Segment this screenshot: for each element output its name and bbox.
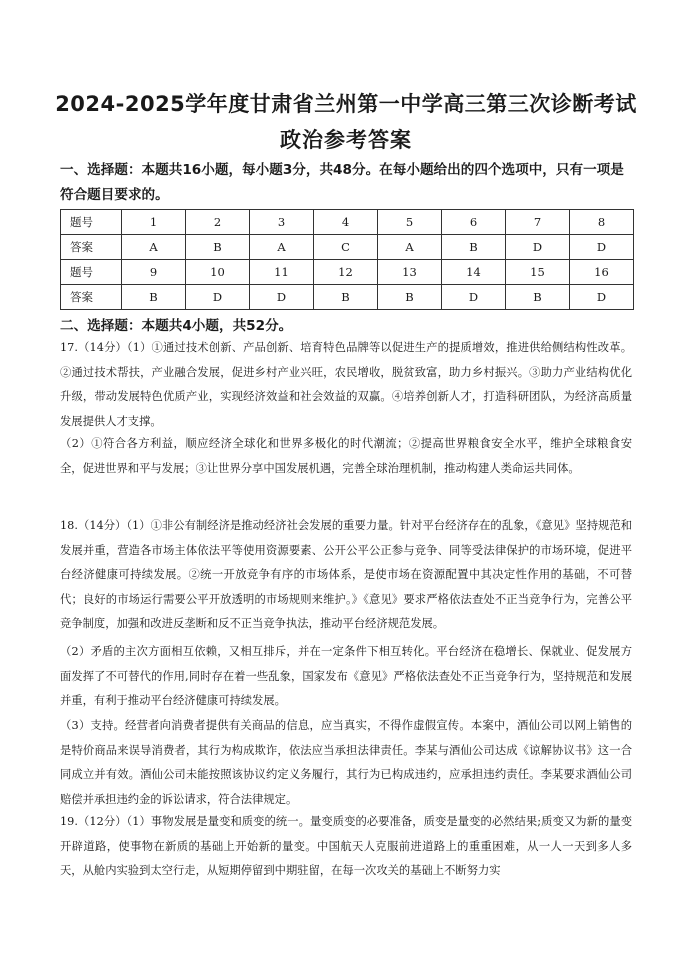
answer-table-cell: D [442,285,506,310]
answer-table-cell: D [570,235,634,260]
answer-table-cell: D [186,285,250,310]
q18-part3: （3）支持。经营者向消费者提供有关商品的信息，应当真实，不得作虚假宣传。本案中，酒仙公司以网上销售的是特价商品来误导消费者，其行为构成欺诈，依法应当承担法律责任。李某与酒仙公司达成《谅解协议书》这一合同成立并有效。酒仙公司未能按照该协议约定义务履行，其行为已构成违约，应承担违约责任。李某要求酒仙公司赔偿并承担违约金的诉讼请求，符合法律规定。 [60,719,632,806]
q18-part1: 18.（14分）（1）①非公有制经济是推动经济社会发展的重要力量。针对平台经济存在的乱象，《意见》坚持规范和发展并重，营造各市场主体依法平等使用资源要素、公开公平公正参与竞争、同等受法律保护的市场环境，促进平台经济健康可持续发展。②统一开放竞争有序的市场体系，是使市场在资源配置中其决定性作用的基础，不可替代；良好的市场运行需要公平开放透明的市场规则来维护。》《意见》要求严格依法查处不正当竞争行为，完善公平竞争制度，加强和改进反垄断和反不正当竞争执法，推动平台经济规范发展。 [60,519,632,631]
answer-table-row-header: 题号 [61,260,122,285]
answer-table-body [61,210,634,310]
answer-table [60,209,634,310]
answer-table-cell: 1 [122,210,186,235]
document-title: 2024-2025学年度甘肃省兰州第一中学高三第三次诊断考试 [55,92,637,116]
answer-table-row-header: 题号 [61,210,122,235]
answer-table-cell: A [122,235,186,260]
answer-table-cell: 15 [506,260,570,285]
answer-table-cell: 2 [186,210,250,235]
answer-table-cell: 9 [122,260,186,285]
answer-table-cell: B [314,285,378,310]
answer-table-cell: D [250,285,314,310]
answer-table-cell: D [570,285,634,310]
answer-table-cell: 13 [378,260,442,285]
answer-table-cell: D [506,235,570,260]
answer-table-cell: 11 [250,260,314,285]
section1-heading: 一、选择题：本题共16小题，每小题3分，共48分。在每小题给出的四个选项中，只有一项是符合题目要求的。 [60,162,624,203]
q17-part2: （2）①符合各方利益，顺应经济全球化和世界多极化的时代潮流；②提高世界粮食安全水平，维护全球粮食安全，促进世界和平与发展；③让世界分享中国发展机遇，完善全球治理机制，推动构建人类命运共同体。 [60,437,632,475]
document-subtitle: 政治参考答案 [280,128,412,152]
section2-heading: 二、选择题：本题共4小题，共52分。 [60,318,293,334]
answer-table-cell: 5 [378,210,442,235]
answer-table-row [61,260,634,285]
answer-table-cell: 10 [186,260,250,285]
q19-part1: 19.（12分）（1）事物发展是量变和质变的统一。量变质变的必要准备，质变是量变的必然结果;质变又为新的量变开辟道路，使事物在新质的基础上开始新的量变。中国航天人克服前进道路上的重重困难，从一人一天到多人多天，从舱内实验到太空行走，从短期停留到中期驻留，在每一次攻关的基础上不断努力实 [60,815,632,878]
answer-table-cell: 4 [314,210,378,235]
q18-part2: （2）矛盾的主次方面相互依赖，又相互排斥，并在一定条件下相互转化。平台经济在稳增长、保就业、促发展方面发挥了不可替代的作用,同时存在着一些乱象，国家发布《意见》严格依法查处不正当竞争行为，坚持规范和发展并重，有利于推动平台经济健康可持续发展。 [60,645,632,708]
answer-table-cell: C [314,235,378,260]
answer-table-cell: B [186,235,250,260]
answer-table-cell: 12 [314,260,378,285]
answer-table-row [61,210,634,235]
answer-table-cell: A [378,235,442,260]
answer-table-row-header: 答案 [61,285,122,310]
answer-table-cell: A [250,235,314,260]
answer-table-cell: 14 [442,260,506,285]
answer-table-cell: B [378,285,442,310]
answer-table-cell: 7 [506,210,570,235]
answer-table-cell: B [442,235,506,260]
answer-table-cell: 16 [570,260,634,285]
answer-table-cell: 8 [570,210,634,235]
answer-table-cell: 3 [250,210,314,235]
q17-part1: 17.（14分）（1）①通过技术创新、产品创新、培育特色品牌等以促进生产的提质增效，推进供给侧结构性改革。②通过技术帮扶，产业融合发展，促进乡村产业兴旺，农民增收，脱贫致富，助力乡村振兴。③助力产业结构优化升级，带动发展特色优质产业，实现经济效益和社会效益的双赢。④培养创新人才，打造科研团队，为经济高质量发展提供人才支撑。 [60,341,632,428]
answer-table-row [61,285,634,310]
answer-table-row [61,235,634,260]
answer-table-row-header: 答案 [61,235,122,260]
answer-table-cell: B [122,285,186,310]
answer-table-cell: 6 [442,210,506,235]
answer-table-cell: B [506,285,570,310]
